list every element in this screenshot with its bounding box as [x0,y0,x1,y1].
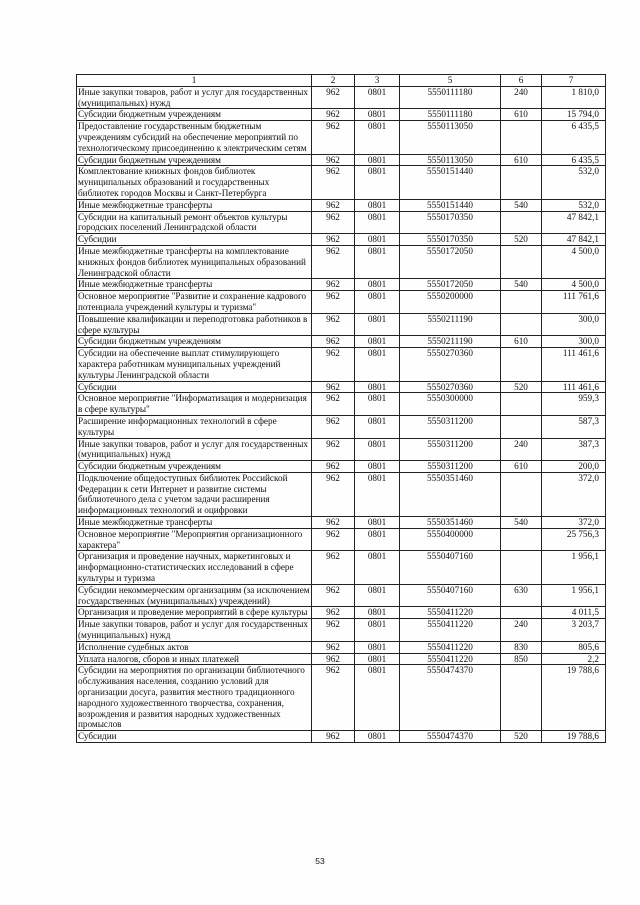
row-code: 962 [312,234,355,246]
row-section: 0801 [355,472,400,516]
row-amount: 805,6 [542,641,606,653]
row-amount: 15 794,0 [542,109,606,121]
table-row [77,279,606,291]
row-section: 0801 [355,313,400,336]
row-type [501,393,542,416]
row-name: Основное мероприятие "Развитие и сохранение кадрового потенциала учреждений культуры и туризма" [77,291,312,314]
table-row [77,166,606,199]
row-target: 5550411220 [400,641,501,653]
row-type: 540 [501,199,542,211]
table-row [77,234,606,246]
row-section: 0801 [355,551,400,584]
row-name: Субсидии [77,234,312,246]
row-name: Иные межбюджетные трансферты [77,517,312,529]
row-amount: 111 761,6 [542,291,606,314]
row-code: 962 [312,619,355,642]
row-target: 5550270360 [400,348,501,381]
row-amount: 300,0 [542,336,606,348]
row-type: 240 [501,438,542,461]
row-target: 5550151440 [400,199,501,211]
row-target: 5550474370 [400,731,501,743]
row-code: 962 [312,154,355,166]
row-name: Подключение общедоступных библиотек Российской Федерации к сети Интернет и развитие системы библиотечного дела с учетом задачи расширения информационных технологий и оцифровки [77,472,312,516]
table-row [77,584,606,607]
row-type [501,551,542,584]
table-row [77,619,606,642]
row-section: 0801 [355,415,400,438]
row-type: 610 [501,154,542,166]
table-row [77,438,606,461]
row-code: 962 [312,641,355,653]
row-amount: 959,3 [542,393,606,416]
table-row [77,199,606,211]
row-code: 962 [312,551,355,584]
row-type: 240 [501,86,542,109]
table-row [77,393,606,416]
row-code: 962 [312,607,355,619]
row-code: 962 [312,279,355,291]
row-section: 0801 [355,517,400,529]
row-name: Субсидии бюджетным учреждениям [77,336,312,348]
row-type [501,291,542,314]
row-target: 5550170350 [400,234,501,246]
row-name: Субсидии [77,731,312,743]
row-code: 962 [312,393,355,416]
row-section: 0801 [355,234,400,246]
row-type [501,245,542,278]
table-row [77,517,606,529]
row-type [501,415,542,438]
table-row [77,653,606,665]
row-amount: 47 842,1 [542,211,606,234]
row-name: Субсидии бюджетным учреждениям [77,154,312,166]
row-target: 5550311200 [400,415,501,438]
row-name: Организация и проведение мероприятий в сфере культуры [77,607,312,619]
table-row [77,731,606,743]
row-type: 630 [501,584,542,607]
row-section: 0801 [355,381,400,393]
row-amount: 111 461,6 [542,348,606,381]
row-section: 0801 [355,245,400,278]
row-section: 0801 [355,584,400,607]
row-amount: 1 810,0 [542,86,606,109]
table-row [77,109,606,121]
row-amount: 4 011,5 [542,607,606,619]
row-code: 962 [312,584,355,607]
row-code: 962 [312,291,355,314]
table-row [77,154,606,166]
row-name: Иные межбюджетные трансферты [77,199,312,211]
row-section: 0801 [355,653,400,665]
row-section: 0801 [355,607,400,619]
table-row [77,461,606,473]
row-type [501,348,542,381]
row-code: 962 [312,653,355,665]
row-section: 0801 [355,86,400,109]
row-section: 0801 [355,109,400,121]
row-type [501,166,542,199]
row-amount: 6 435,5 [542,121,606,154]
row-code: 962 [312,381,355,393]
row-target: 5550211190 [400,336,501,348]
row-name: Основное мероприятие "Мероприятия организационного характера" [77,528,312,551]
row-type: 540 [501,517,542,529]
row-section: 0801 [355,641,400,653]
col-header-5: 5 [400,75,501,87]
row-amount: 372,0 [542,472,606,516]
row-code: 962 [312,313,355,336]
row-name: Организация и проведение научных, маркетинговых и информационно-статистических исследований в сфере культуры и туризма [77,551,312,584]
table-row [77,472,606,516]
row-code: 962 [312,415,355,438]
row-type [501,607,542,619]
row-name: Комплектование книжных фондов библиотек муниципальных образований и государственных библиотек городов Москвы и Санкт-Петербурга [77,166,312,199]
row-code: 962 [312,121,355,154]
row-name: Субсидии бюджетным учреждениям [77,109,312,121]
row-code: 962 [312,472,355,516]
row-amount: 4 500,0 [542,279,606,291]
row-type: 520 [501,381,542,393]
row-type: 540 [501,279,542,291]
row-code: 962 [312,109,355,121]
row-type: 610 [501,109,542,121]
row-code: 962 [312,336,355,348]
row-section: 0801 [355,211,400,234]
row-code: 962 [312,665,355,731]
row-section: 0801 [355,279,400,291]
row-amount: 1 956,1 [542,551,606,584]
row-target: 5550170350 [400,211,501,234]
row-section: 0801 [355,291,400,314]
row-amount: 372,0 [542,517,606,529]
row-type [501,313,542,336]
row-target: 5550311200 [400,461,501,473]
table-row [77,415,606,438]
row-name: Субсидии [77,381,312,393]
row-code: 962 [312,438,355,461]
col-header-6: 6 [501,75,542,87]
row-target: 5550270360 [400,381,501,393]
row-amount: 587,3 [542,415,606,438]
row-name: Предоставление государственным бюджетным учреждениям субсидий на обеспечение мероприятий по технологическому присоединению к электрическим сетям [77,121,312,154]
row-target: 5550111180 [400,86,501,109]
row-section: 0801 [355,199,400,211]
row-type: 610 [501,336,542,348]
row-code: 962 [312,517,355,529]
row-target: 5550411220 [400,607,501,619]
table-row [77,86,606,109]
row-code: 962 [312,731,355,743]
row-name: Повышение квалификации и переподготовка работников в сфере культуры [77,313,312,336]
row-amount: 25 756,3 [542,528,606,551]
row-amount: 3 203,7 [542,619,606,642]
row-target: 5550411220 [400,653,501,665]
row-name: Уплата налогов, сборов и иных платежей [77,653,312,665]
table-row [77,121,606,154]
row-code: 962 [312,245,355,278]
row-code: 962 [312,348,355,381]
row-target: 5550411220 [400,619,501,642]
row-type [501,211,542,234]
row-section: 0801 [355,731,400,743]
budget-table [76,74,606,743]
row-name: Субсидии на капитальный ремонт объектов культуры городских поселений Ленинградской области [77,211,312,234]
row-amount: 6 435,5 [542,154,606,166]
row-code: 962 [312,461,355,473]
table-row [77,528,606,551]
row-section: 0801 [355,528,400,551]
row-amount: 19 788,6 [542,731,606,743]
row-name: Субсидии некоммерческим организациям (за исключением государственных (муниципальных) учреждений) [78,584,310,606]
row-target: 5550172050 [400,279,501,291]
row-code: 962 [312,199,355,211]
row-section: 0801 [355,154,400,166]
row-name: Иные межбюджетные трансферты [77,279,312,291]
table-row [77,348,606,381]
row-target: 5550400000 [400,528,501,551]
page-number: 53 [315,856,325,866]
row-type: 830 [501,641,542,653]
row-name: Иные межбюджетные трансферты на комплектование книжных фондов библиотек муниципальных образований Ленинградской области [77,245,312,278]
row-name: Субсидии на обеспечение выплат стимулирующего характера работникам муниципальных учреждений культуры Ленинградской области [77,348,312,381]
header-row [77,75,606,87]
row-type: 610 [501,461,542,473]
row-target: 5550407160 [400,551,501,584]
table-row [77,551,606,584]
row-target: 5550111180 [400,109,501,121]
row-amount: 200,0 [542,461,606,473]
row-type: 850 [501,653,542,665]
row-section: 0801 [355,665,400,731]
row-target: 5550113050 [400,154,501,166]
table-row [77,381,606,393]
row-code: 962 [312,528,355,551]
row-target: 5550311200 [400,438,501,461]
col-header-2: 2 [312,75,355,87]
row-amount: 19 788,6 [542,665,606,731]
row-target: 5550407160 [400,584,501,607]
table-row [77,291,606,314]
row-target: 5550351460 [400,517,501,529]
row-amount: 111 461,6 [542,381,606,393]
col-header-1: 1 [77,75,312,87]
row-section: 0801 [355,121,400,154]
row-target: 5550474370 [400,665,501,731]
row-name: Иные закупки товаров, работ и услуг для государственных (муниципальных) нужд [77,438,312,461]
row-name: Субсидии на мероприятия по организации библиотечного обслуживания населения, созданию условий для организации досуга, развития местного традиционного народного художественного творчества, сохранения, возрождения и развития народных художественных промыслов [77,665,312,731]
row-amount: 2,2 [542,653,606,665]
row-code: 962 [312,166,355,199]
table-row [77,336,606,348]
row-name: Основное мероприятие "Информатизация и модернизация в сфере культуры" [77,393,312,416]
row-amount: 47 842,1 [542,234,606,246]
row-type [501,121,542,154]
row-section: 0801 [355,461,400,473]
row-amount: 387,3 [542,438,606,461]
table-row [77,313,606,336]
row-name: Субсидии бюджетным учреждениям [77,461,312,473]
table-row [77,607,606,619]
row-type: 520 [501,234,542,246]
row-section: 0801 [355,336,400,348]
row-section: 0801 [355,619,400,642]
row-name: Исполнение судебных актов [77,641,312,653]
row-section: 0801 [355,438,400,461]
row-amount: 4 500,0 [542,245,606,278]
row-type [501,472,542,516]
row-section: 0801 [355,393,400,416]
col-header-3: 3 [355,75,400,87]
row-section: 0801 [355,166,400,199]
col-header-7: 7 [542,75,606,87]
row-amount: 532,0 [542,199,606,211]
row-type: 520 [501,731,542,743]
row-target: 5550300000 [400,393,501,416]
row-code: 962 [312,211,355,234]
table-row [77,641,606,653]
row-target: 5550200000 [400,291,501,314]
table-row [77,665,606,731]
row-section: 0801 [355,348,400,381]
row-target: 5550151440 [400,166,501,199]
row-name: Иные закупки товаров, работ и услуг для государственных (муниципальных) нужд [77,619,312,642]
row-amount: 532,0 [542,166,606,199]
row-target: 5550172050 [400,245,501,278]
row-code: 962 [312,86,355,109]
row-amount: 1 956,1 [542,584,606,607]
row-name: Расширение информационных технологий в сфере культуры [77,415,312,438]
table-row [77,211,606,234]
row-target: 5550113050 [400,121,501,154]
row-amount: 300,0 [542,313,606,336]
row-type [501,528,542,551]
row-target: 5550351460 [400,472,501,516]
table-row [77,245,606,278]
row-type: 240 [501,619,542,642]
row-name: Иные закупки товаров, работ и услуг для государственных (муниципальных) нужд [77,86,312,109]
row-type [501,665,542,731]
row-target: 5550211190 [400,313,501,336]
